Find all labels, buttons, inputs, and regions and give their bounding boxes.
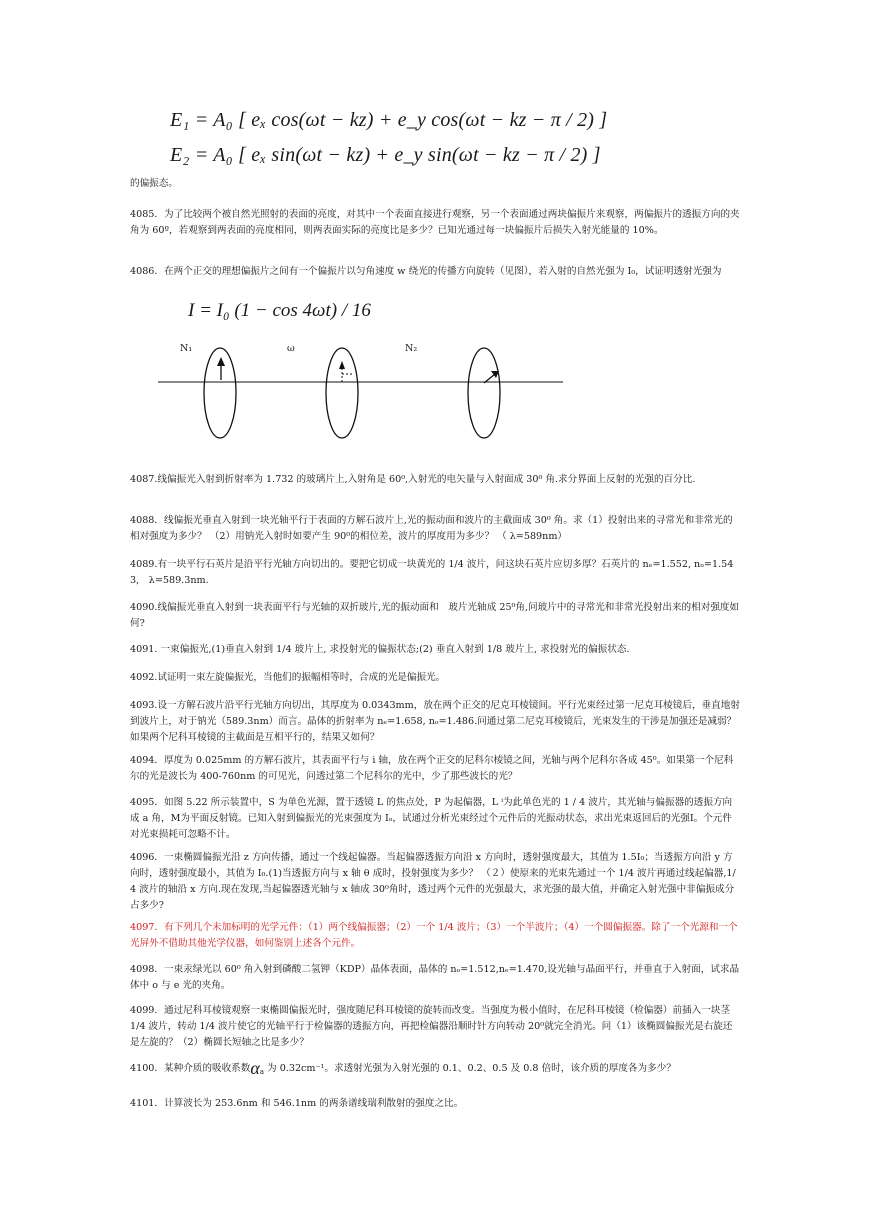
problem-4090: 4090.线偏振光垂直入射到一块表面平行与光轴的双折玻片,光的振动面和 玻片光轴成 25⁰角,问玻片中的寻常光和非常光投射出来的相对强度如何? — [130, 602, 740, 629]
absorption-alpha-subscript: a — [259, 1067, 264, 1076]
problem-4093: 4093.设一方解石波片沿平行光轴方向切出，其厚度为 0.0343mm，放在两个正交的尼克耳棱镜间。平行光束经过第一尼克耳棱镜后，垂直地射到波片上，对于钠光（589.3nm）而言。晶体的折射率为 nₑ=1.658, nₒ=1.486.问通过第二尼克耳棱镜后，光束发生的干涉是加强还是减弱？如果两个尼科耳棱镜的主截面是互相平行的，结果又如何？ — [130, 700, 740, 743]
problem-4100-suffix: 为 0.32cm⁻¹。求透射光强为入射光强的 0.1、0.2、0.5 及 0.8 倍时，该介质的厚度各为多少？ — [264, 1063, 676, 1074]
equation-e3: I = I₀ (1 − cos 4ωt) / 16 — [188, 300, 371, 321]
absorption-alpha-symbol: α — [250, 1058, 260, 1078]
problem-4096: 4096．一束椭圆偏振光沿 z 方向传播，通过一个线起偏器。当起偏器透振方向沿 x 方向时，透射强度最大，其值为 1.5I₀；当透振方向沿 y 方向时，透射强度最小，其值为 I₀.(1)当透振方向与 x 轴 θ 成时，投射强度为多少？ （２）使原来的光束先通过一个 1/4 波片再通过线起偏器,1/4 波片的轴沿 x 方向.现在发现,当起偏器透光轴与 x 轴成 30⁰角时，透过两个元件的光强最大，求光强的最大值，并确定入射光强中非偏振成分占多少? — [130, 852, 736, 911]
figure-label-n1: N₁ — [180, 343, 193, 354]
problem-4095: 4095．如图 5.22 所示装置中，S 为单色光源，置于透镜 L 的焦点处，P 为起偏器，L ⁱ为此单色光的 1 / 4 波片，其光轴与偏振器的透振方向成 a 角，M为平面反射镜。已知入射到偏振光的光束强度为 Iₒ，试通过分析光束经过个元件后的光振动状态，求出光束返回后的光强Ⅰ。个元件对光束损耗可忽略不计。 — [130, 797, 733, 840]
problem-4086: 4086．在两个正交的理想偏振片之间有一个偏振片以匀角速度 w 绕光的传播方向旋转（见图），若入射的自然光强为 I₀，试证明透射光强为 — [130, 266, 722, 277]
problem-4099: 4099．通过尼科耳棱镜观察一束椭圆偏振光时，强度随尼科耳棱镜的旋转而改变。当强度为极小值时，在尼科耳棱镜（检偏器）前插入一块茎 1/4 波片，转动 1/4 波片使它的光轴平行于检偏器的透振方向，再把检偏器沿顺时针方向转动 20⁰就完全消光。问（1）该椭圆偏振光是右旋还是左旋的？（2）椭圆长短轴之比是多少？ — [130, 1005, 733, 1048]
problem-4085: 4085．为了比较两个被自然光照射的表面的亮度，对其中一个表面直接进行观察，另一个表面通过两块偏振片来观察，两偏振片的透振方向的夹角为 60º，若观察到两表面的亮度相同，则两表面实际的亮度比是多少？已知光通过每一块偏振片后损失入射光能量的 10%。 — [130, 209, 740, 236]
intro-tail-text: 的偏振态。 — [130, 178, 178, 189]
problem-4101: 4101．计算波长为 253.6nm 和 546.1nm 的两条谱线瑞利散射的强度之比。 — [130, 1098, 464, 1109]
problem-4098: 4098．一束汞绿光以 60⁰ 角入射到磷酸二氢钾（KDP）晶体表面，晶体的 nₒ=1.512,nₑ=1.470,设光轴与晶面平行，并垂直于入射面，试求晶体中 o 与 e 光的夹角。 — [130, 964, 740, 991]
problem-4100 — [130, 1060, 740, 1080]
polarizer-n2-ellipse — [468, 348, 500, 438]
problem-4097: 4097．有下列几个未加标明的光学元件：（1）两个线偏振器；（2）一个 1/4 波片；（3）一个半波片；（4）一个圆偏振器。除了一个光源和一个光屏外不借助其他光学仪器，如何鉴别上述各个元件。 — [130, 922, 738, 949]
problem-4087: 4087.线偏振光入射到折射率为 1.732 的玻璃片上,入射角是 60⁰,入射光的电矢量与入射面成 30⁰ 角.求分界面上反射的光强的百分比. — [130, 474, 696, 485]
problem-4088: 4088．线偏振光垂直入射到一块光轴平行于表面的方解石波片上,光的振动面和波片的主截面成 30⁰ 角。求（1）投射出来的寻常光和非常光的相对强度为多少？ （2）用钠光入射时如要产生 90⁰的相位差，波片的厚度用为多少？ （ λ=589nm） — [130, 515, 733, 542]
figure-label-n2: N₂ — [405, 343, 418, 354]
problem-4091: 4091. 一束偏振光,(1)垂直入射到 1/4 玻片上, 求投射光的偏振状态;(2) 垂直入射到 1/8 玻片上, 求投射光的偏振状态. — [130, 644, 630, 655]
equation-e2: E₂ = A₀ [ eₓ sin(ωt − kz) + e_y sin(ωt − kz − π / 2) ] — [170, 144, 601, 166]
figure-label-omega: ω — [287, 343, 295, 354]
problem-4092: 4092.试证明一束左旋偏振光，当他们的振幅相等时，合成的光是偏振光。 — [130, 672, 446, 683]
equation-e1: E₁ = A₀ [ eₓ cos(ωt − kz) + e_y cos(ωt − kz − π / 2) ] — [170, 109, 608, 131]
problem-4100-prefix: 4100．某种介质的吸收系数 — [130, 1063, 251, 1074]
problem-4094: 4094．厚度为 0.025mm 的方解石波片，其表面平行与 i 轴，放在两个正交的尼科尔棱镜之间，光轴与两个尼科尔各成 45⁰。如果第一个尼科尔的光是波长为 400-760nm 的可见光，问透过第二个尼科尔的光中，少了那些波长的光？ — [130, 755, 734, 782]
problem-4089: 4089.有一块平行石英片是沿平行光轴方向切出的。要把它切成一块黄光的 1/4 波片，问这块石英片应切多厚？石英片的 nₑ=1.552, nₒ=1.543, λ=589.3nm. — [130, 559, 734, 586]
